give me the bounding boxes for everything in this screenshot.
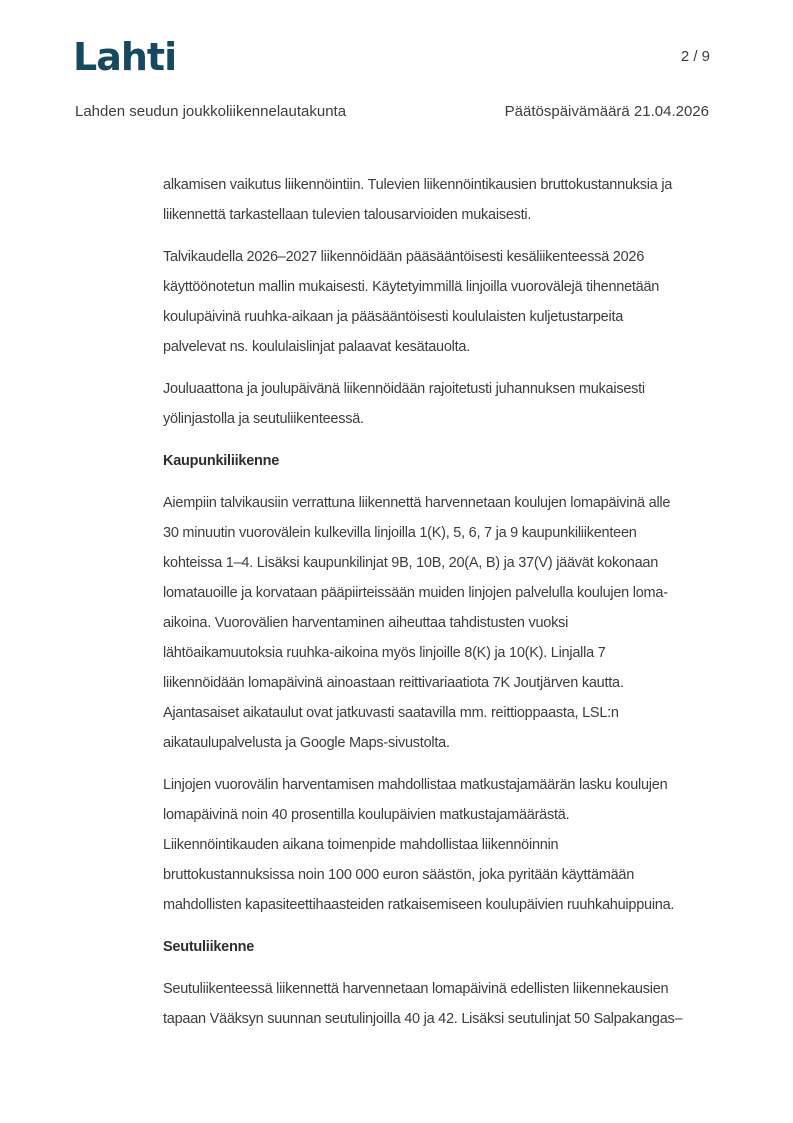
paragraph-line: Jouluaattona ja joulupäivänä liikennöidään rajoitetusti juhannuksen mukaisesti [163,381,645,397]
paragraph-line: käyttöönotetun mallin mukaisesti. Käytetyimmillä linjoilla vuorovälejä tihennetään [163,279,660,295]
header-decision-date: Päätöspäivämäärä 21.04.2026 [504,103,709,120]
paragraph-line: Liikennöintikauden aikana toimenpide mahdollistaa liikennöinnin [163,837,559,853]
paragraph-line: tapaan Vääksyn suunnan seutulinjoilla 40 ja 42. Lisäksi seutulinjat 50 Salpakangas– [163,1011,683,1027]
paragraph-line: aikoina. Vuorovälien harventaminen aiheuttaa tahdistusten vuoksi [163,615,569,631]
paragraph-line: koulupäivinä ruuhka-aikaan ja pääsääntöisesti koululaisten kuljetustarpeita [163,309,624,325]
paragraph-line: yölinjastolla ja seutuliikenteessä. [163,411,364,427]
paragraph-line: kohteissa 1–4. Lisäksi kaupunkilinjat 9B, 10B, 20(A, B) ja 37(V) jäävät kokonaan [163,555,659,571]
paragraph-line: lähtöaikamuutoksia ruuhka-aikoina myös linjoille 8(K) ja 10(K). Linjalla 7 [163,645,606,661]
paragraph-line: Seutuliikenteessä liikennettä harvennetaan lomapäivinä edellisten liikennekausien [163,981,669,997]
paragraph-line: lomapäivinä noin 40 prosentilla koulupäivien matkustajamäärästä. [163,807,570,823]
document-header [75,103,709,120]
paragraph-line: lomatauoille ja korvataan pääpiirteissään muiden linjojen palvelulla koulujen loma- [163,585,668,601]
paragraph [163,974,733,1034]
lahti-logo: Lahti [73,35,177,79]
paragraph-line: Aiempiin talvikausiin verrattuna liikennettä harvennetaan koulujen lomapäivinä alle [163,495,671,511]
paragraph-line: Talvikaudella 2026–2027 liikennöidään pääsääntöisesti kesäliikenteessä 2026 [163,249,645,265]
paragraph-line: 30 minuutin vuorovälein kulkevilla linjoilla 1(K), 5, 6, 7 ja 9 kaupunkiliikenteen [163,525,637,541]
paragraph [163,170,733,230]
paragraph-line: Ajantasaiset aikataulut ovat jatkuvasti saatavilla mm. reittioppaasta, LSL:n [163,705,619,721]
paragraph [163,770,733,920]
paragraph-line: alkamisen vaikutus liikennöintiin. Tulevien liikennöintikausien bruttokustannuksia ja [163,177,673,193]
paragraph [163,488,733,758]
paragraph [163,374,733,434]
section-heading: Kaupunkiliikenne [163,453,280,469]
paragraph-line: liikennöidään lomapäivinä ainoastaan reittivariaatiota 7K Joutjärven kautta. [163,675,624,691]
paragraph [163,242,733,362]
paragraph-line: palvelevat ns. koululaislinjat palaavat kesätauolta. [163,339,471,355]
paragraph-line: aikataulupalvelusta ja Google Maps-sivustolta. [163,735,450,751]
paragraph-line: mahdollisten kapasiteettihaasteiden ratkaisemiseen koulupäivien ruuhkahuippuina. [163,897,675,913]
paragraph-line: bruttokustannuksissa noin 100 000 euron säästön, joka pyritään käyttämään [163,867,635,883]
header-committee-name: Lahden seudun joukkoliikennelautakunta [75,103,347,120]
section-heading: Seutuliikenne [163,939,255,955]
page-number: 2 / 9 [680,48,710,65]
document-body [163,170,733,1046]
paragraph-line: Linjojen vuorovälin harventamisen mahdollistaa matkustajamäärän lasku koulujen [163,777,668,793]
paragraph-line: liikennettä tarkastellaan tulevien talousarvioiden mukaisesti. [163,207,532,223]
